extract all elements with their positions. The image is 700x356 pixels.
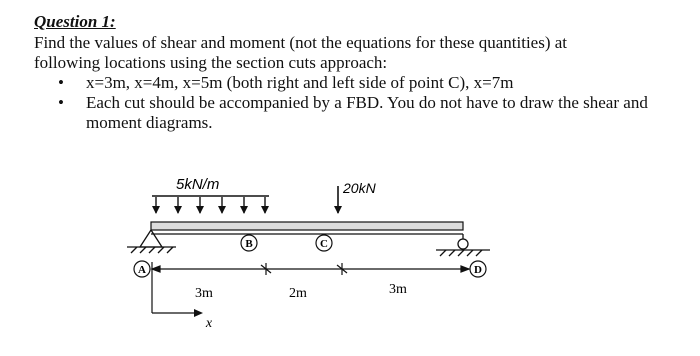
point-label-b-text: B	[245, 238, 253, 250]
x-axis-label: x	[205, 316, 213, 331]
point-load	[338, 180, 377, 213]
x-axis-arrow	[152, 309, 203, 317]
distributed-load-arrows	[156, 197, 265, 213]
point-load-label: 20kN	[343, 180, 376, 196]
point-label-d	[470, 261, 486, 277]
dimension-label-ab: 3m	[195, 286, 213, 301]
question-intro-line-2: following locations using the section cuts approach:	[34, 53, 388, 72]
bullet-fbd-requirement: • Each cut should be accompanied by a FBD. You do not have to draw the shear and moment diagrams.	[56, 93, 674, 133]
point-label-a	[134, 261, 150, 277]
question-title: Question 1:	[34, 12, 116, 31]
point-label-d-text: D	[474, 264, 482, 276]
bullet-cut-locations: • x=3m, x=4m, x=5m (both right and left side of point C), x=7m	[56, 73, 674, 93]
point-label-c	[316, 235, 332, 251]
dimension-label-cd: 3m	[389, 282, 407, 297]
distributed-load-label: 5kN/m	[176, 176, 220, 193]
point-label-c-text: C	[320, 238, 328, 250]
question-intro-line-1: Find the values of shear and moment (not the equations for these quantities) at	[34, 33, 568, 52]
point-label-a-text: A	[138, 264, 146, 276]
distributed-load	[152, 176, 269, 213]
beam	[151, 222, 463, 230]
roller-support-d	[436, 234, 490, 256]
point-label-b	[241, 235, 257, 251]
dimension-label-bc: 2m	[289, 286, 307, 301]
